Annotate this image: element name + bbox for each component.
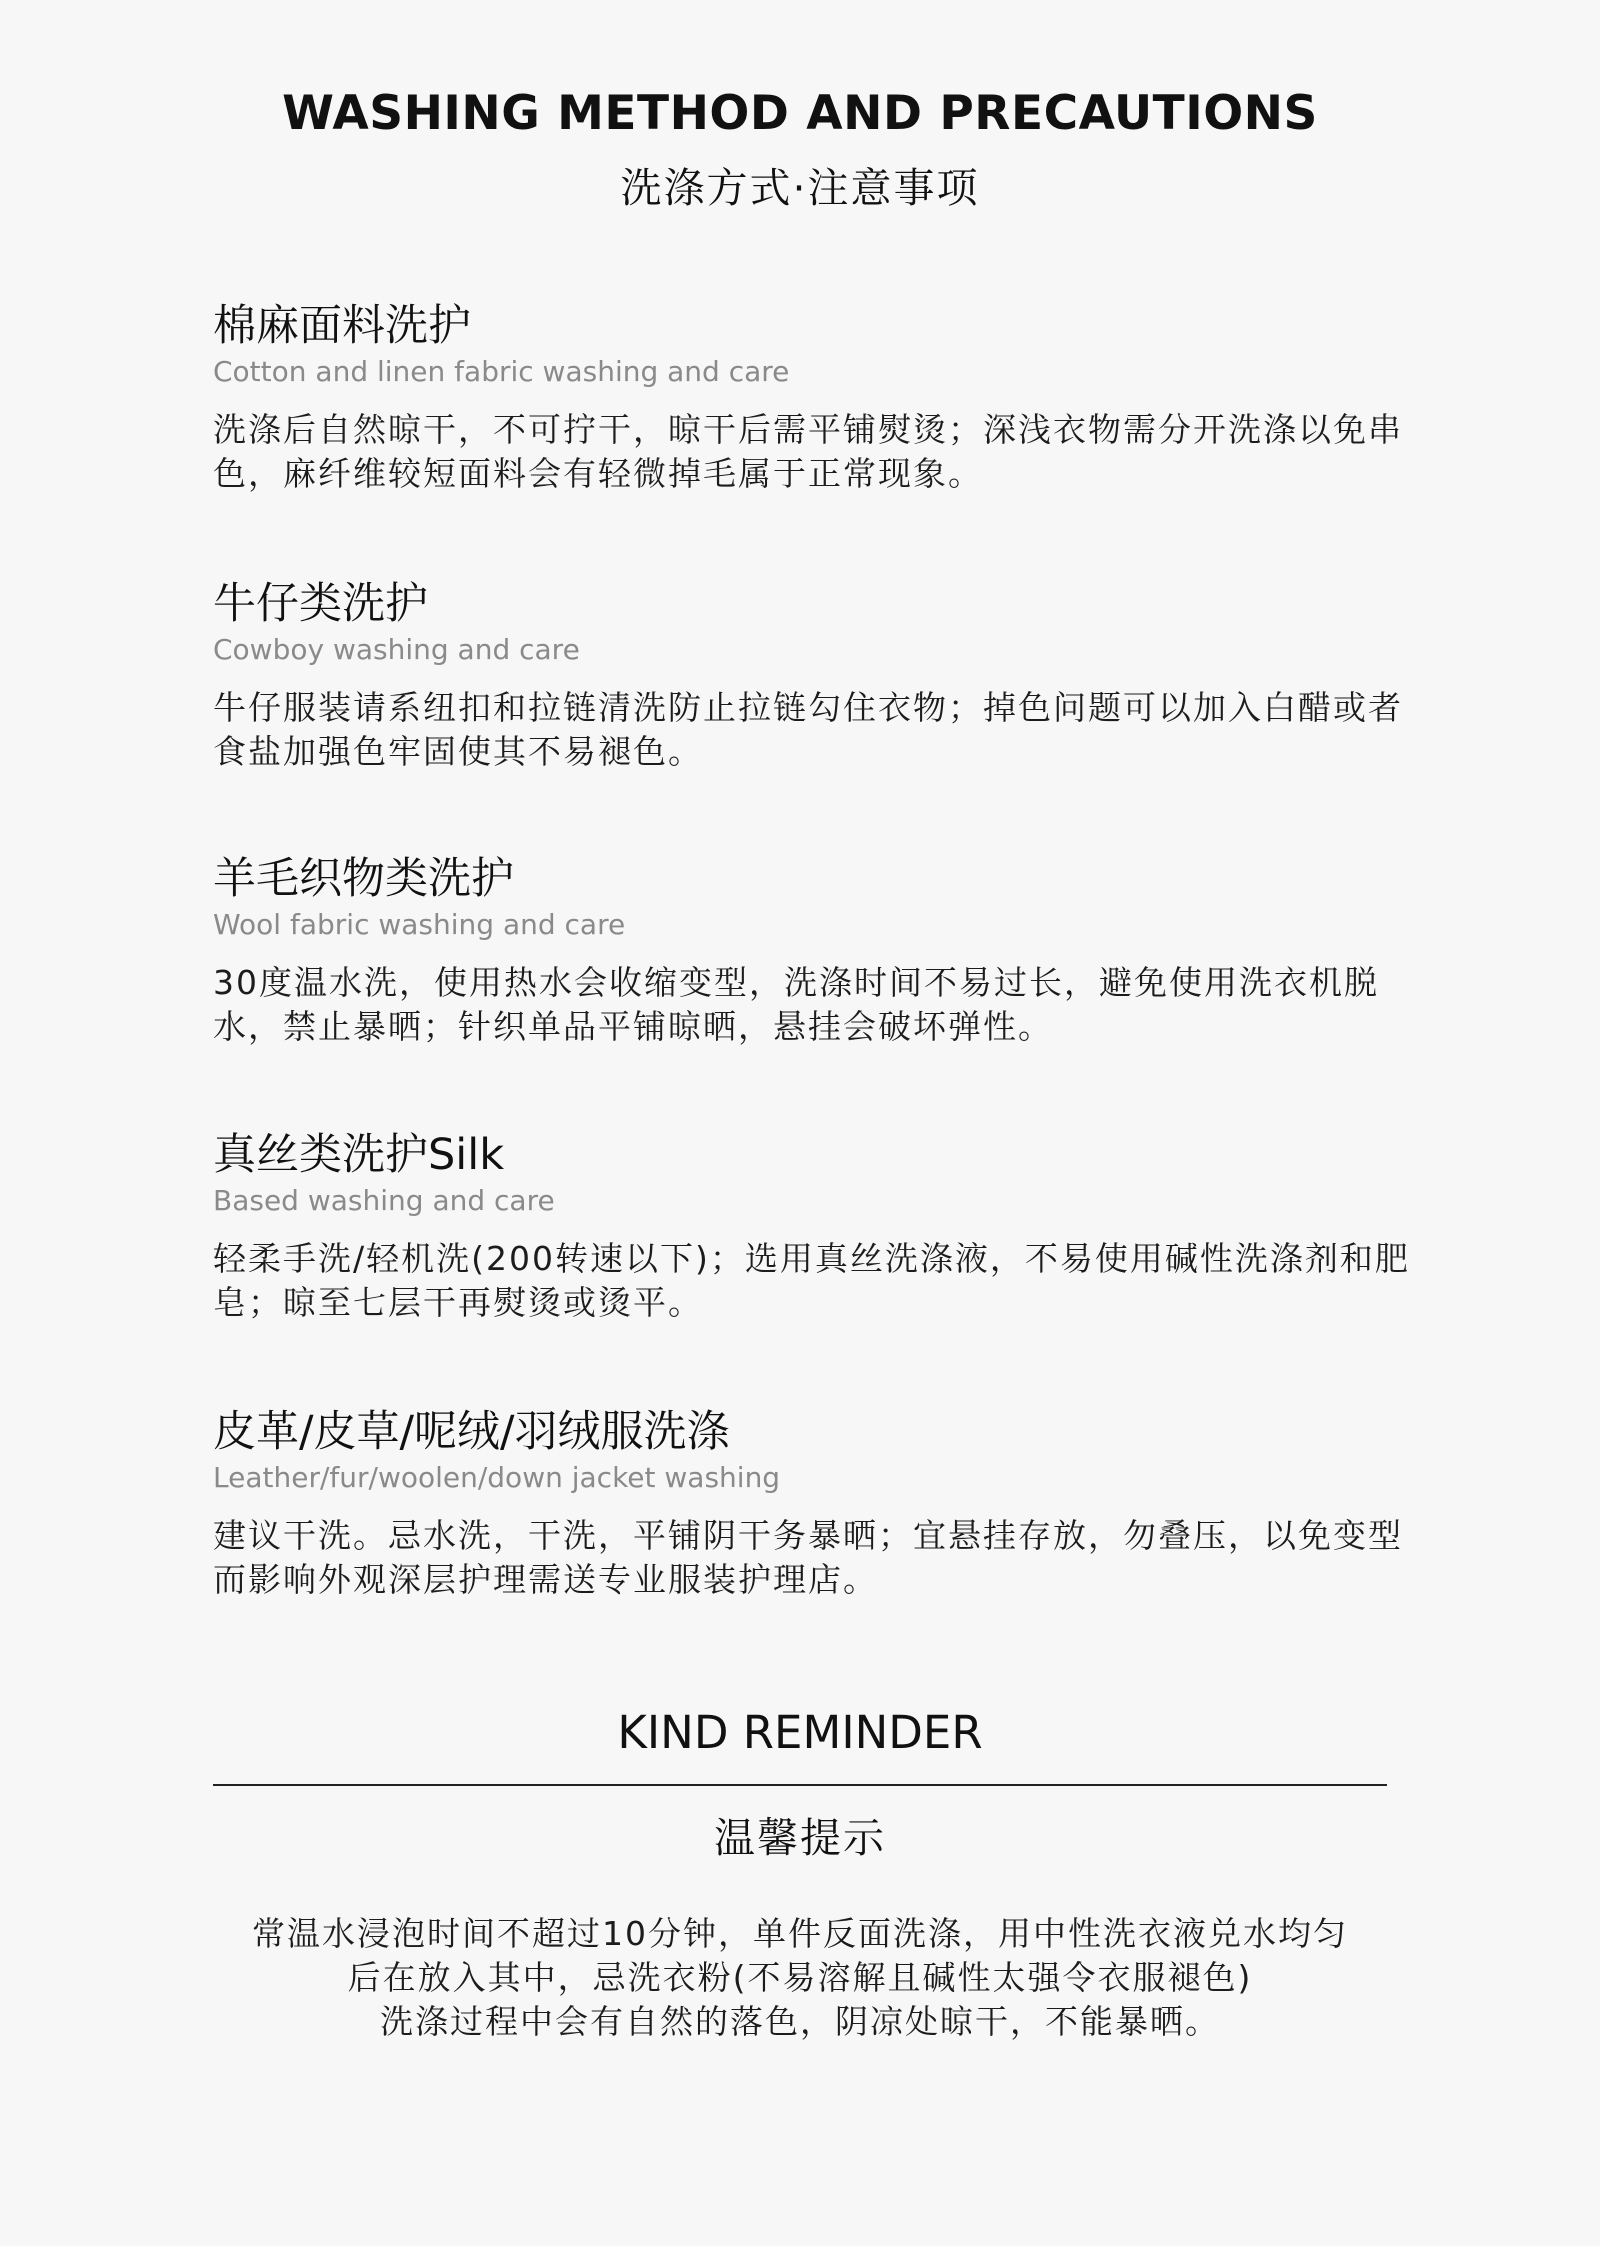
page-subtitle: 洗涤方式·注意事项 xyxy=(620,164,980,212)
section-subtitle: Leather/fur/woolen/down jacket washing xyxy=(213,1461,781,1494)
section-leather-fur-down xyxy=(213,1404,1413,1602)
reminder-title: KIND REMINDER xyxy=(617,1706,983,1759)
section-title: 棉麻面料洗护 xyxy=(213,301,471,351)
section-title: 牛仔类洗护 xyxy=(213,579,428,629)
section-title: 羊毛织物类洗护 xyxy=(213,854,514,904)
reminder-line: 洗涤过程中会有自然的落色，阴凉处晾干，不能暴晒。 xyxy=(380,2002,1220,2041)
reminder-body xyxy=(213,1912,1387,2044)
section-body: 30度温水洗，使用热水会收缩变型，洗涤时间不易过长，避免使用洗衣机脱水，禁止暴晒；针织单品平铺晾晒，悬挂会破坏弹性。 xyxy=(213,963,1379,1046)
section-subtitle: Cotton and linen fabric washing and care xyxy=(213,355,790,388)
section-subtitle: Wool fabric washing and care xyxy=(213,908,626,941)
section-subtitle: Based washing and care xyxy=(213,1184,555,1217)
section-denim xyxy=(213,576,1413,774)
section-silk xyxy=(213,1127,1413,1325)
section-wool xyxy=(213,851,1413,1049)
section-title: 真丝类洗护Silk xyxy=(213,1130,505,1180)
reminder-divider xyxy=(213,1784,1387,1786)
reminder-subtitle: 温馨提示 xyxy=(714,1814,886,1862)
page-title: WASHING METHOD AND PRECAUTIONS xyxy=(282,86,1318,141)
reminder-line: 后在放入其中，忌洗衣粉(不易溶解且碱性太强令衣服褪色) xyxy=(347,1958,1253,1997)
section-body: 建议干洗。忌水洗，干洗，平铺阴干务暴晒；宜悬挂存放，勿叠压，以免变型而影响外观深层护理需送专业服装护理店。 xyxy=(213,1516,1403,1599)
section-title: 皮革/皮草/呢绒/羽绒服洗涤 xyxy=(213,1407,730,1457)
section-subtitle: Cowboy washing and care xyxy=(213,633,580,666)
section-body: 牛仔服装请系纽扣和拉链清洗防止拉链勾住衣物；掉色问题可以加入白醋或者食盐加强色牢固使其不易褪色。 xyxy=(213,688,1403,771)
section-body: 洗涤后自然晾干，不可拧干，晾干后需平铺熨烫；深浅衣物需分开洗涤以免串色，麻纤维较短面料会有轻微掉毛属于正常现象。 xyxy=(213,410,1403,493)
section-body: 轻柔手洗/轻机洗(200转速以下)；选用真丝洗涤液，不易使用碱性洗涤剂和肥皂；晾至七层干再熨烫或烫平。 xyxy=(213,1239,1410,1322)
section-cotton-linen xyxy=(213,298,1413,496)
reminder-line: 常温水浸泡时间不超过10分钟，单件反面洗涤，用中性洗衣液兑水均匀 xyxy=(252,1914,1348,1953)
